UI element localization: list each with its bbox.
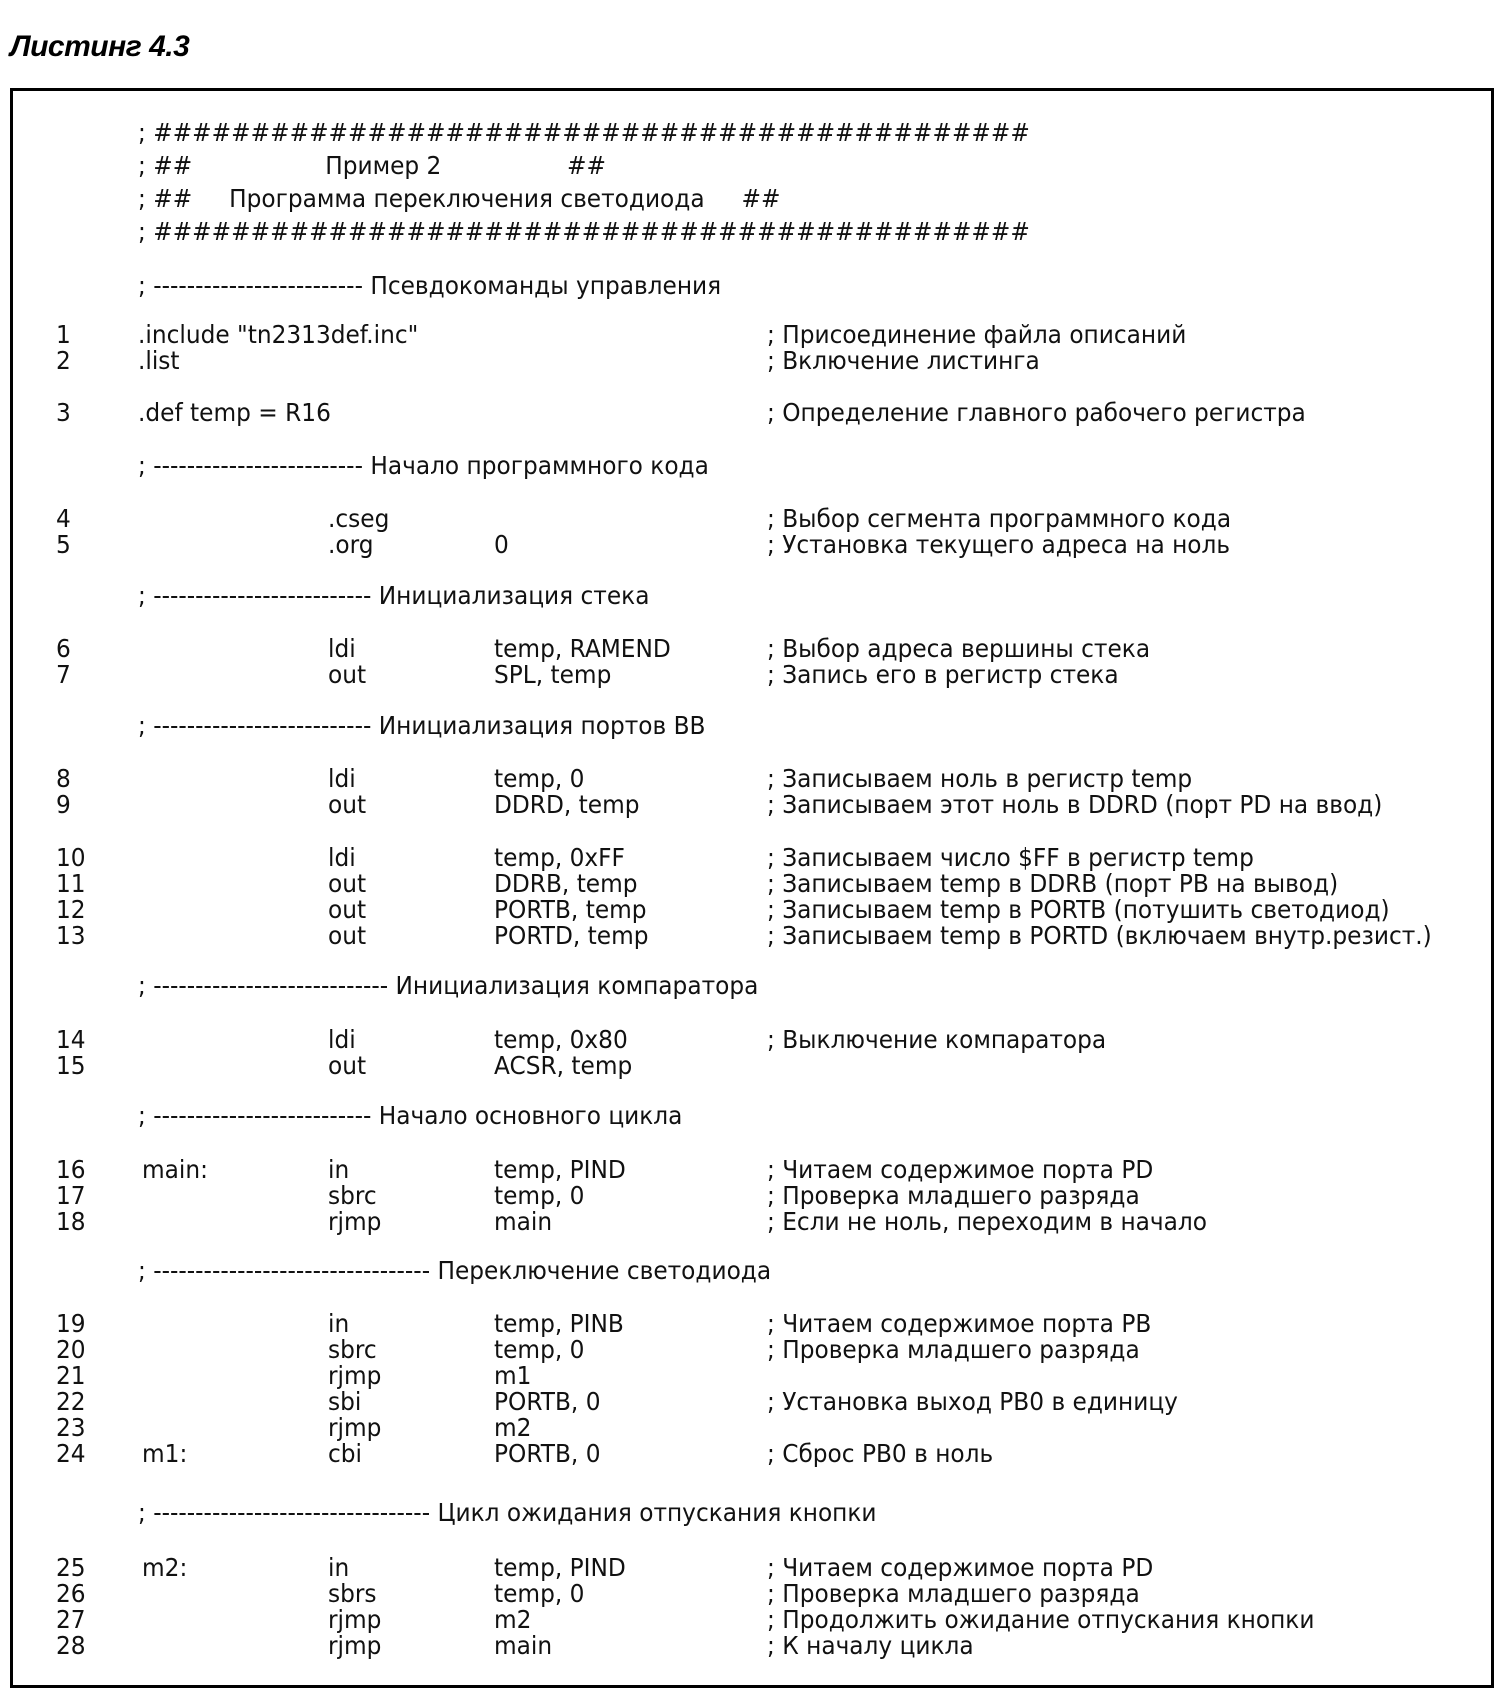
code-mnemonic: sbi bbox=[328, 1387, 362, 1416]
code-mnemonic: ldi bbox=[328, 764, 356, 793]
code-operands: temp, 0 bbox=[494, 1579, 585, 1608]
code-comment: ; Определение главного рабочего регистра bbox=[767, 398, 1306, 427]
code-operands: temp, 0xFF bbox=[494, 843, 625, 872]
code-comment: ; Проверка младшего разряда bbox=[767, 1335, 1140, 1364]
code-operands: DDRB, temp bbox=[494, 869, 638, 898]
code-mnemonic: .cseg bbox=[328, 504, 390, 533]
line-number: 20 bbox=[56, 1335, 86, 1364]
code-comment: ; Продолжить ожидание отпускания кнопки bbox=[767, 1605, 1315, 1634]
code-operands: PORTD, temp bbox=[494, 921, 649, 950]
section-separator: ; -------------------------- Начало основного цикла bbox=[138, 1101, 683, 1130]
code-mnemonic: rjmp bbox=[328, 1631, 382, 1660]
code-comment: ; Установка текущего адреса на ноль bbox=[767, 530, 1231, 559]
code-mnemonic: rjmp bbox=[328, 1413, 382, 1442]
line-number: 14 bbox=[56, 1025, 86, 1054]
line-number: 3 bbox=[56, 398, 71, 427]
code-label: m2: bbox=[142, 1553, 188, 1582]
code-comment: ; Выключение компаратора bbox=[767, 1025, 1107, 1054]
code-comment: ; Выбор сегмента программного кода bbox=[767, 504, 1232, 533]
code-operands: temp, RAMEND bbox=[494, 634, 671, 663]
code-operands: temp, 0x80 bbox=[494, 1025, 628, 1054]
line-number: 13 bbox=[56, 921, 86, 950]
line-number: 2 bbox=[56, 346, 71, 375]
code-operands: SPL, temp bbox=[494, 660, 612, 689]
code-operands: ACSR, temp bbox=[494, 1051, 633, 1080]
code-mnemonic: ldi bbox=[328, 843, 356, 872]
line-number: 19 bbox=[56, 1309, 86, 1338]
code-operands: temp, PIND bbox=[494, 1155, 626, 1184]
line-number: 17 bbox=[56, 1181, 86, 1210]
line-number: 27 bbox=[56, 1605, 86, 1634]
section-separator: ; ------------------------- Начало программного кода bbox=[138, 451, 709, 480]
code-directive: .list bbox=[138, 346, 180, 375]
code-label: m1: bbox=[142, 1439, 188, 1468]
code-label: main: bbox=[142, 1155, 208, 1184]
code-operands: temp, 0 bbox=[494, 1181, 585, 1210]
line-number: 5 bbox=[56, 530, 71, 559]
line-number: 16 bbox=[56, 1155, 86, 1184]
code-mnemonic: out bbox=[328, 869, 367, 898]
code-operands: DDRD, temp bbox=[494, 790, 640, 819]
code-mnemonic: out bbox=[328, 895, 367, 924]
code-mnemonic: ldi bbox=[328, 634, 356, 663]
line-number: 9 bbox=[56, 790, 71, 819]
header-line: ; ## Пример 2 ## bbox=[138, 151, 606, 180]
code-operands: temp, PIND bbox=[494, 1553, 626, 1582]
line-number: 10 bbox=[56, 843, 86, 872]
code-comment: ; Выбор адреса вершины стека bbox=[767, 634, 1151, 663]
header-line: ; ## Программа переключения светодиода ## bbox=[138, 184, 781, 213]
code-operands: main bbox=[494, 1631, 553, 1660]
code-comment: ; Записываем temp в PORTD (включаем внутр.резист.) bbox=[767, 921, 1432, 950]
line-number: 15 bbox=[56, 1051, 86, 1080]
line-number: 6 bbox=[56, 634, 71, 663]
header-line: ; ############################################# bbox=[138, 217, 1030, 246]
line-number: 26 bbox=[56, 1579, 86, 1608]
code-operands: PORTB, 0 bbox=[494, 1439, 601, 1468]
section-separator: ; -------------------------- Инициализация портов ВВ bbox=[138, 711, 706, 740]
line-number: 18 bbox=[56, 1207, 86, 1236]
line-number: 1 bbox=[56, 320, 71, 349]
code-comment: ; Сброс PB0 в ноль bbox=[767, 1439, 994, 1468]
code-comment: ; Записываем этот ноль в DDRD (порт PD на ввод) bbox=[767, 790, 1383, 819]
code-mnemonic: out bbox=[328, 921, 367, 950]
code-operands: m2 bbox=[494, 1605, 532, 1634]
code-mnemonic: out bbox=[328, 790, 367, 819]
section-separator: ; ---------------------------- Инициализация компаратора bbox=[138, 971, 759, 1000]
line-number: 24 bbox=[56, 1439, 86, 1468]
line-number: 4 bbox=[56, 504, 71, 533]
code-mnemonic: ldi bbox=[328, 1025, 356, 1054]
line-number: 7 bbox=[56, 660, 71, 689]
code-operands: 0 bbox=[494, 530, 509, 559]
line-number: 28 bbox=[56, 1631, 86, 1660]
code-mnemonic: in bbox=[328, 1155, 350, 1184]
header-line: ; ############################################# bbox=[138, 118, 1030, 147]
code-mnemonic: .org bbox=[328, 530, 374, 559]
code-comment: ; К началу цикла bbox=[767, 1631, 974, 1660]
code-operands: m1 bbox=[494, 1361, 532, 1390]
code-mnemonic: in bbox=[328, 1309, 350, 1338]
code-directive: .include "tn2313def.inc" bbox=[138, 320, 419, 349]
code-operands: temp, PINB bbox=[494, 1309, 624, 1338]
code-comment: ; Проверка младшего разряда bbox=[767, 1181, 1140, 1210]
code-comment: ; Читаем содержимое порта PD bbox=[767, 1553, 1154, 1582]
code-comment: ; Записываем число $FF в регистр temp bbox=[767, 843, 1254, 872]
code-comment: ; Если не ноль, переходим в начало bbox=[767, 1207, 1208, 1236]
code-operands: PORTB, temp bbox=[494, 895, 647, 924]
line-number: 23 bbox=[56, 1413, 86, 1442]
code-comment: ; Проверка младшего разряда bbox=[767, 1579, 1140, 1608]
code-comment: ; Присоединение файла описаний bbox=[767, 320, 1187, 349]
code-operands: main bbox=[494, 1207, 553, 1236]
code-comment: ; Записываем temp в PORTB (потушить светодиод) bbox=[767, 895, 1390, 924]
line-number: 25 bbox=[56, 1553, 86, 1582]
section-separator: ; --------------------------------- Переключение светодиода bbox=[138, 1256, 772, 1285]
code-mnemonic: in bbox=[328, 1553, 350, 1582]
code-comment: ; Записываем temp в DDRB (порт PB на вывод) bbox=[767, 869, 1339, 898]
listing-title: Листинг 4.3 bbox=[10, 30, 190, 63]
code-operands: PORTB, 0 bbox=[494, 1387, 601, 1416]
line-number: 22 bbox=[56, 1387, 86, 1416]
code-comment: ; Запись его в регистр стека bbox=[767, 660, 1119, 689]
code-operands: temp, 0 bbox=[494, 764, 585, 793]
code-comment: ; Записываем ноль в регистр temp bbox=[767, 764, 1193, 793]
code-operands: temp, 0 bbox=[494, 1335, 585, 1364]
line-number: 21 bbox=[56, 1361, 86, 1390]
code-comment: ; Установка выход PB0 в единицу bbox=[767, 1387, 1178, 1416]
line-number: 11 bbox=[56, 869, 86, 898]
code-mnemonic: sbrs bbox=[328, 1579, 377, 1608]
line-number: 8 bbox=[56, 764, 71, 793]
code-mnemonic: out bbox=[328, 660, 367, 689]
code-mnemonic: cbi bbox=[328, 1439, 363, 1468]
code-mnemonic: sbrc bbox=[328, 1181, 377, 1210]
code-comment: ; Читаем содержимое порта PD bbox=[767, 1155, 1154, 1184]
code-mnemonic: rjmp bbox=[328, 1605, 382, 1634]
code-mnemonic: rjmp bbox=[328, 1361, 382, 1390]
section-separator: ; ------------------------- Псевдокоманды управления bbox=[138, 271, 722, 300]
code-operands: m2 bbox=[494, 1413, 532, 1442]
code-mnemonic: rjmp bbox=[328, 1207, 382, 1236]
code-mnemonic: sbrc bbox=[328, 1335, 377, 1364]
code-comment: ; Включение листинга bbox=[767, 346, 1040, 375]
code-directive: .def temp = R16 bbox=[138, 398, 331, 427]
line-number: 12 bbox=[56, 895, 86, 924]
code-mnemonic: out bbox=[328, 1051, 367, 1080]
section-separator: ; -------------------------- Инициализация стека bbox=[138, 581, 650, 610]
section-separator: ; --------------------------------- Цикл ожидания отпускания кнопки bbox=[138, 1498, 877, 1527]
code-comment: ; Читаем содержимое порта PB bbox=[767, 1309, 1152, 1338]
